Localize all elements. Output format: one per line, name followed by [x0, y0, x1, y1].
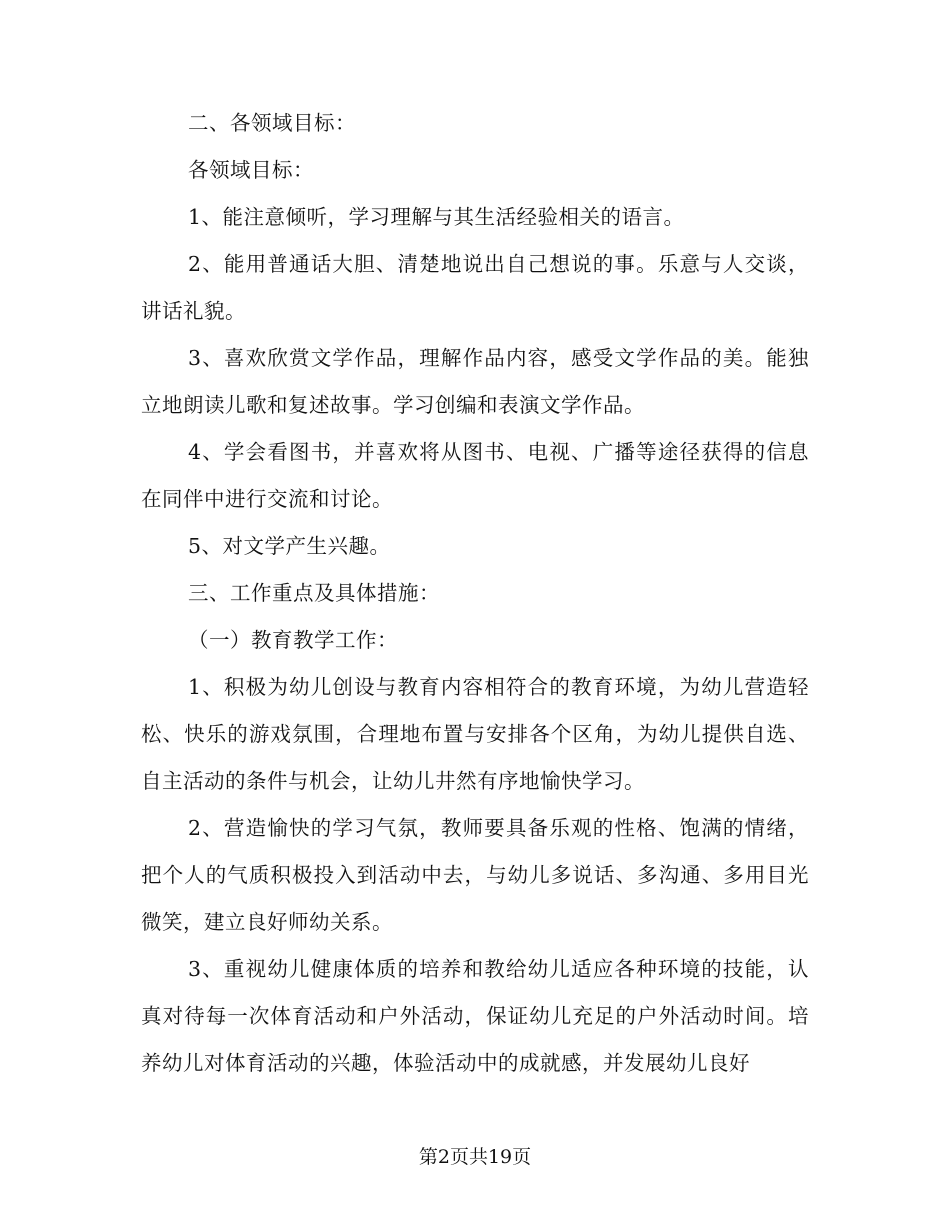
- measure-item-1: 1、积极为幼儿创设与教育内容相符合的教育环境，为幼儿营造轻松、快乐的游戏氛围，合理地布置与安排各个区角，为幼儿提供自选、自主活动的条件与机会，让幼儿井然有序地愉快学习。: [141, 675, 809, 793]
- subheading-teaching: （一）教育教学工作：: [188, 628, 398, 652]
- page-number: 第2页共19页: [418, 1146, 532, 1168]
- subheading-goals: 各领域目标：: [188, 158, 314, 182]
- section-heading-measures: 三、工作重点及具体措施：: [188, 581, 440, 605]
- section-heading-goals: 二、各领域目标：: [188, 111, 356, 135]
- goal-item-4: 4、学会看图书，并喜欢将从图书、电视、广播等途径获得的信息在同伴中进行交流和讨论。: [141, 440, 809, 511]
- goal-item-1: 1、能注意倾听，学习理解与其生活经验相关的语言。: [188, 205, 685, 229]
- goal-item-3: 3、喜欢欣赏文学作品，理解作品内容，感受文学作品的美。能独立地朗读儿歌和复述故事。学习创编和表演文学作品。: [141, 346, 809, 417]
- document-body: [141, 100, 809, 1087]
- measure-item-3: 3、重视幼儿健康体质的培养和教给幼儿适应各种环境的技能，认真对待每一次体育活动和户外活动，保证幼儿充足的户外活动时间。培养幼儿对体育活动的兴趣，体验活动中的成就感，并发展幼儿良好: [141, 957, 809, 1075]
- goal-item-5: 5、对文学产生兴趣。: [188, 534, 391, 558]
- measure-item-2: 2、营造愉快的学习气氛，教师要具备乐观的性格、饱满的情绪，把个人的气质积极投入到活动中去，与幼儿多说话、多沟通、多用目光微笑，建立良好师幼关系。: [141, 816, 809, 934]
- goal-item-2: 2、能用普通话大胆、清楚地说出自己想说的事。乐意与人交谈，讲话礼貌。: [141, 252, 809, 323]
